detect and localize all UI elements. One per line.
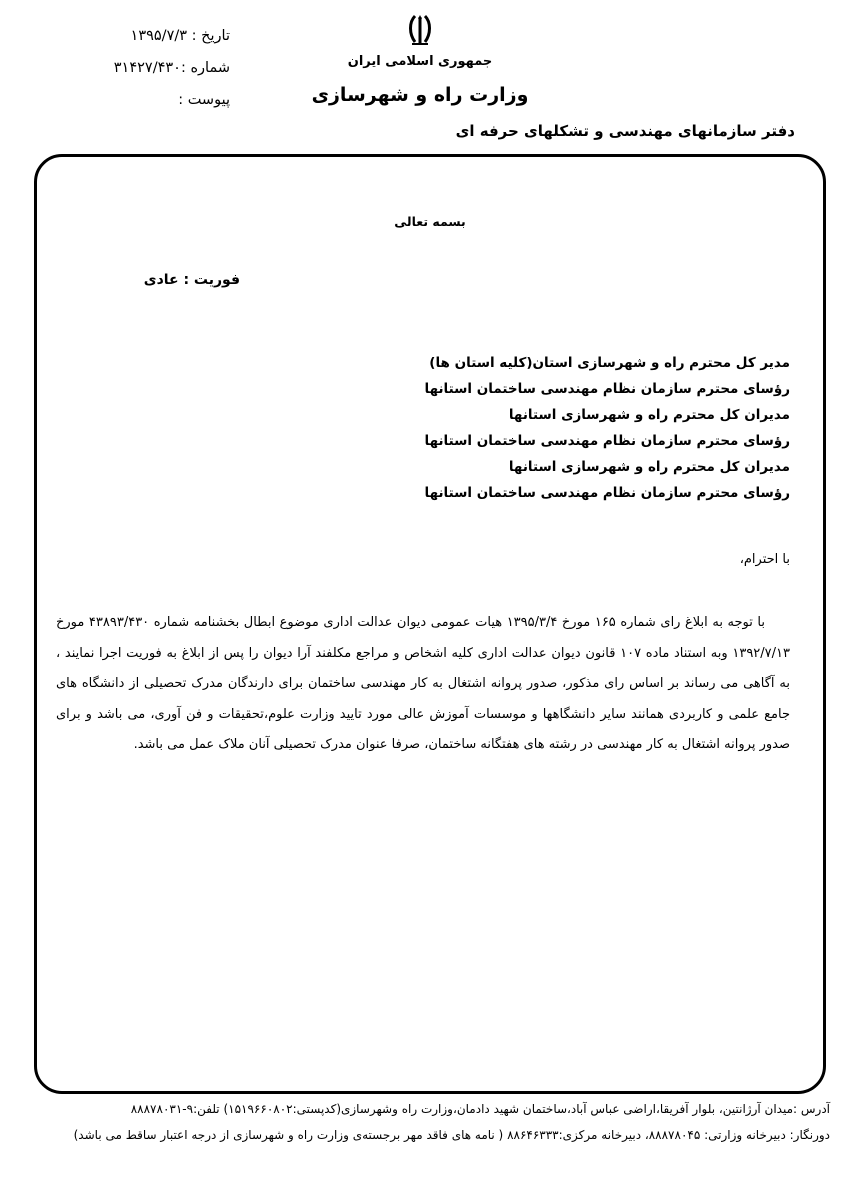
- number-line: شماره :۳۱۴۲۷/۴۳۰: [113, 60, 230, 76]
- footer-fax: دورنگار: دبیرخانه وزارتی: ۸۸۸۷۸۰۴۵، دبیرخانه مرکزی:۸۸۶۴۶۳۳۳ ( نامه های فاقد مهر برجسته‌ی وزارت راه و شهرسازی از درجه اعتبار ساقط می باشد): [73, 1128, 830, 1142]
- recipient-line: مدیر کل محترم راه و شهرسازی استان(کلیه استان ها): [429, 355, 790, 371]
- date-line: تاریخ : ۱۳۹۵/۷/۳: [130, 28, 230, 44]
- recipients-list: [420, 350, 790, 506]
- republic-title: جمهوری اسلامی ایران: [347, 54, 493, 69]
- body-paragraph: با توجه به ابلاغ رای شماره ۱۶۵ مورخ ۱۳۹۵/۳/۴ هیات عمومی دیوان عدالت اداری موضوع ابطال بخشنامه شماره ۴۳۸۹۳/۴۳۰ مورخ ۱۳۹۲/۷/۱۳ وبه استناد ماده ۱۰۷ قانون دیوان عدالت اداری کلیه اشخاص و مراجع مکلفند آرا دیوان را پس از ابلاغ به فوریت اجرا نمایند ، به آگاهی می رساند بر اساس رای مذکور، صدور پروانه اشتغال به کار مهندسی ساختمان برای دارندگان مدرک تحصیلی از دانشگاه های جامع علمی و کاربردی همانند سایر دانشگاهها و موسسات آموزش عالی مورد تایید وزارت علوم،تحقیقات و فن آوری، می باشد و برای صدور پروانه اشتغال به کار مهندسی در رشته های هفتگانه ساختمان، صرفا عنوان مدرک تحصیلی آنان ملاک عمل می باشد.: [56, 615, 790, 752]
- attachment-line: پیوست :: [178, 92, 230, 108]
- footer-address: آدرس :میدان آرژانتین، بلوار آفریقا،اراضی عباس آباد،ساختمان شهید دادمان،وزارت راه وشهرسازی(کدپستی:۱۵۱۹۶۶۰۸۰۲) تلفن:۹-۸۸۸۷۸۰۳۱: [130, 1102, 830, 1116]
- recipient-line: رؤسای محترم سازمان نظام مهندسی ساختمان استانها: [424, 433, 790, 449]
- iran-emblem-icon: [406, 14, 434, 46]
- ministry-title: وزارت راه و شهرسازی: [311, 84, 529, 106]
- basmala: بسمه تعالی: [394, 214, 466, 229]
- priority-label: فوریت : عادی: [143, 272, 240, 288]
- office-title: دفتر سازمانهای مهندسی و تشکلهای حرفه ای: [455, 122, 795, 140]
- recipient-line: مدیران کل محترم راه و شهرسازی استانها: [508, 407, 790, 423]
- letter-body: [56, 608, 790, 761]
- recipient-line: رؤسای محترم سازمان نظام مهندسی ساختمان استانها: [424, 381, 790, 397]
- greeting: با احترام،: [739, 552, 790, 567]
- recipient-line: رؤسای محترم سازمان نظام مهندسی ساختمان استانها: [424, 485, 790, 501]
- recipient-line: مدیران کل محترم راه و شهرسازی استانها: [508, 459, 790, 475]
